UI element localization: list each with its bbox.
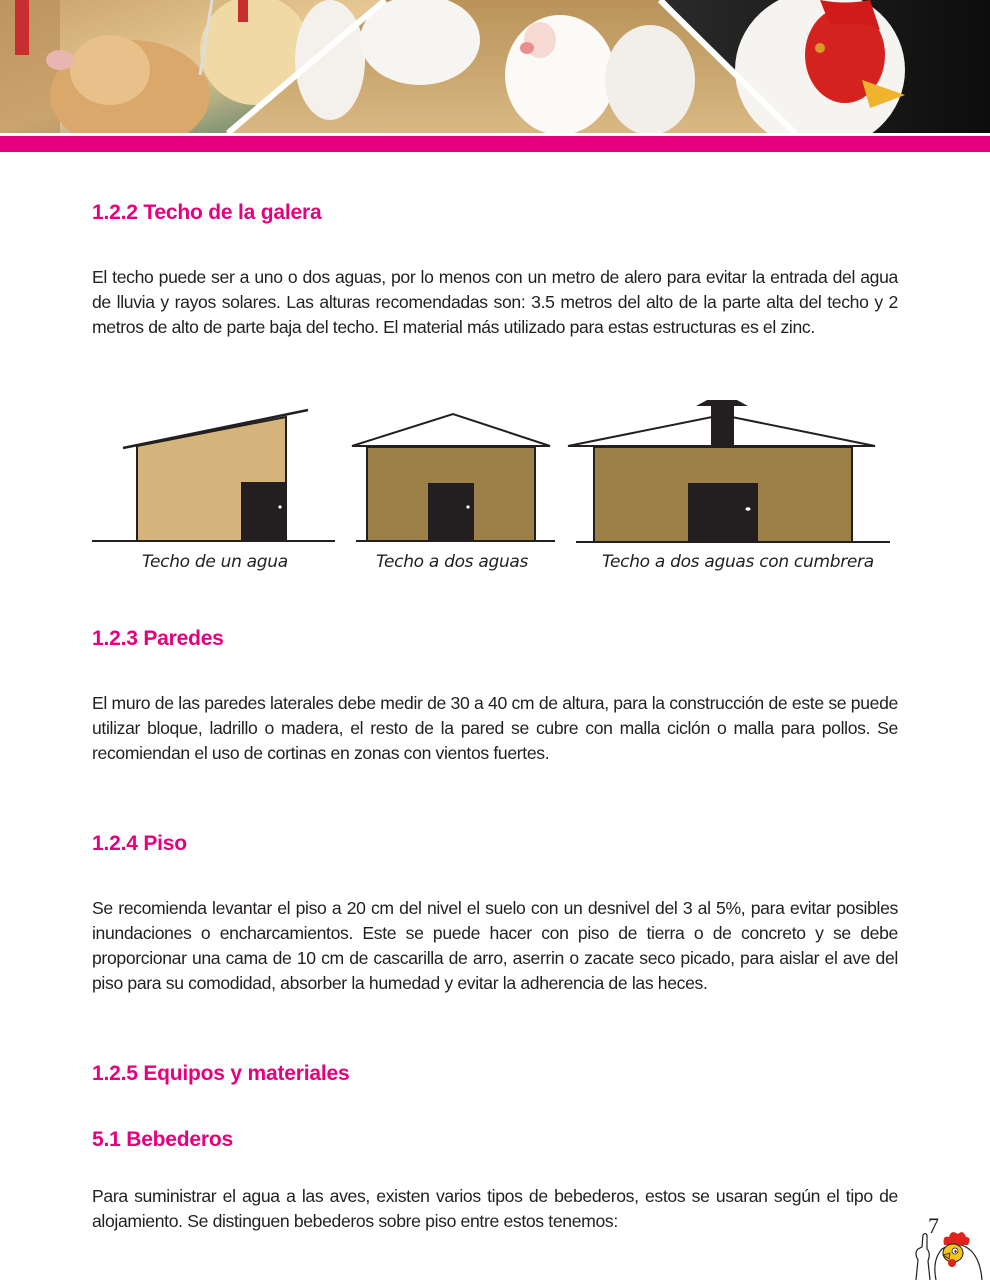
section-title-floor: 1.2.4 Piso xyxy=(92,832,187,855)
accent-bar xyxy=(0,136,990,152)
ridge-vent-roof-house-figure xyxy=(568,400,890,542)
section-body-walls: El muro de las paredes laterales debe medir de 30 a 40 cm de altura, para la construcción de este se puede utilizar bloque, ladrillo o madera, el resto de la pared se cubre con malla ciclón o malla para pollos. Se recomiendan el uso de cortinas en zonas con vientos fuertes. xyxy=(92,693,898,763)
caption-ridge-vent-roof: Techo a dos aguas con cumbrera xyxy=(602,552,874,572)
section-title-equipment: 1.2.5 Equipos y materiales xyxy=(92,1062,350,1085)
section-title-walls: 1.2.3 Paredes xyxy=(92,627,224,650)
gable-roof-house-figure xyxy=(352,414,555,541)
rooster-mascot-icon xyxy=(908,1225,988,1280)
section-body-roof: El techo puede ser a uno o dos aguas, por lo menos con un metro de alero para evitar la entrada del agua de lluvia y rayos solares. Las alturas recomendadas son: 3.5 metros del alto de la parte alta del techo y 2 metros de alto de parte baja del techo. El material más utilizado para estas estructuras es el zinc. xyxy=(92,267,898,337)
section-body-floor: Se recomienda levantar el piso a 20 cm del nivel el suelo con un desnivel del 3 al 5%, para evitar posibles inundaciones o encharcamientos. Este se puede hacer con piso de tierra o de concreto y se debe proporcionar una cama de 10 cm de cascarilla de arro, aserrin o zacate seco picado, para aislar el ave del piso para su comodidad, absorber la humedad y evitar la adherencia de las heces. xyxy=(92,898,898,993)
caption-shed-roof: Techo de un agua xyxy=(142,552,288,572)
header-banner-photo xyxy=(0,0,990,133)
banner-image xyxy=(0,0,990,133)
shed-roof-house-figure xyxy=(92,410,335,541)
section-title-drinkers: 5.1 Bebederos xyxy=(92,1128,233,1151)
page-number: 7 xyxy=(928,1213,939,1238)
section-title-roof: 1.2.2 Techo de la galera xyxy=(92,201,322,224)
section-body-drinkers: Para suministrar el agua a las aves, existen varios tipos de bebederos, estos se usaran según el tipo de alojamiento. Se distinguen bebederos sobre piso entre estos tenemos: xyxy=(92,1186,898,1231)
caption-gable-roof: Techo a dos aguas xyxy=(376,552,529,572)
